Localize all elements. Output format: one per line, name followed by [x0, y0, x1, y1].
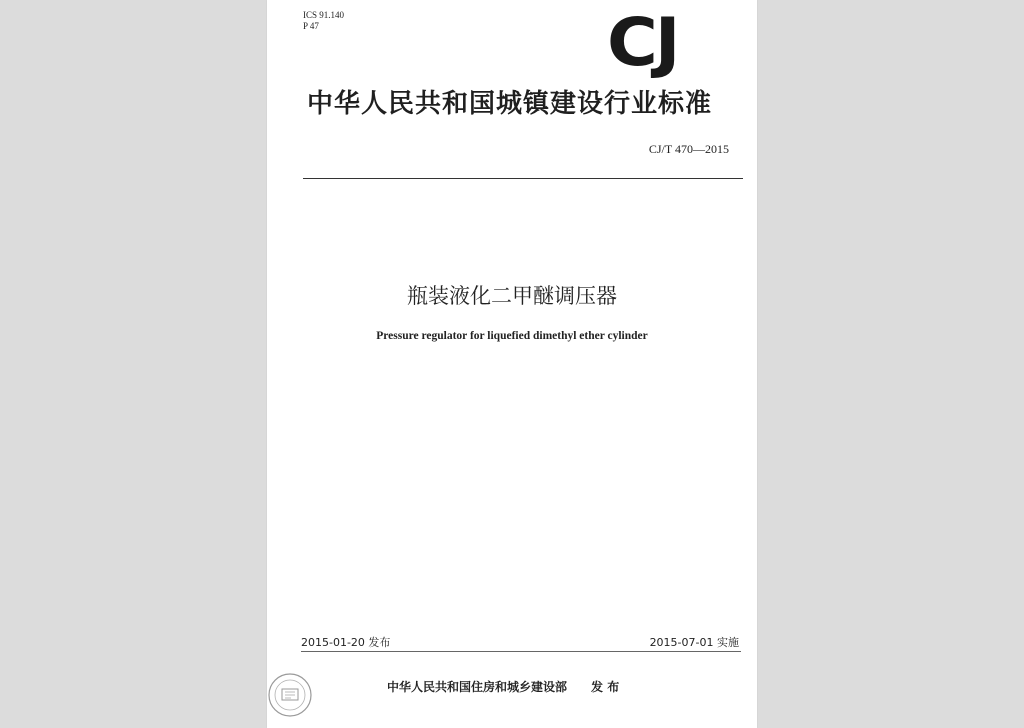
- cj-logo: CJ: [607, 4, 678, 81]
- publish-action: 发 布: [591, 680, 620, 694]
- standard-org-title: 中华人民共和国城镇建设行业标准: [307, 89, 713, 119]
- classification-codes: [303, 10, 344, 32]
- publisher-name: 中华人民共和国住房和城乡建设部: [387, 680, 568, 694]
- document-title-english: Pressure regulator for liquefied dimethyl ether cylinder: [376, 330, 648, 342]
- document-title-chinese: 瓶装液化二甲醚调压器: [407, 284, 617, 308]
- implementation-date: 2015-07-01 实施: [649, 636, 739, 649]
- footer-divider: [301, 651, 741, 652]
- document-cover: [267, 0, 757, 728]
- issue-date: 2015-01-20 发布: [301, 636, 391, 649]
- ccs-code: P 47: [303, 21, 319, 31]
- publisher-line: [387, 678, 619, 695]
- ics-code: ICS 91.140: [303, 10, 345, 20]
- stamp-seal-icon: [267, 672, 313, 718]
- header-divider: [303, 178, 743, 179]
- standard-code: CJ/T 470—2015: [648, 142, 729, 156]
